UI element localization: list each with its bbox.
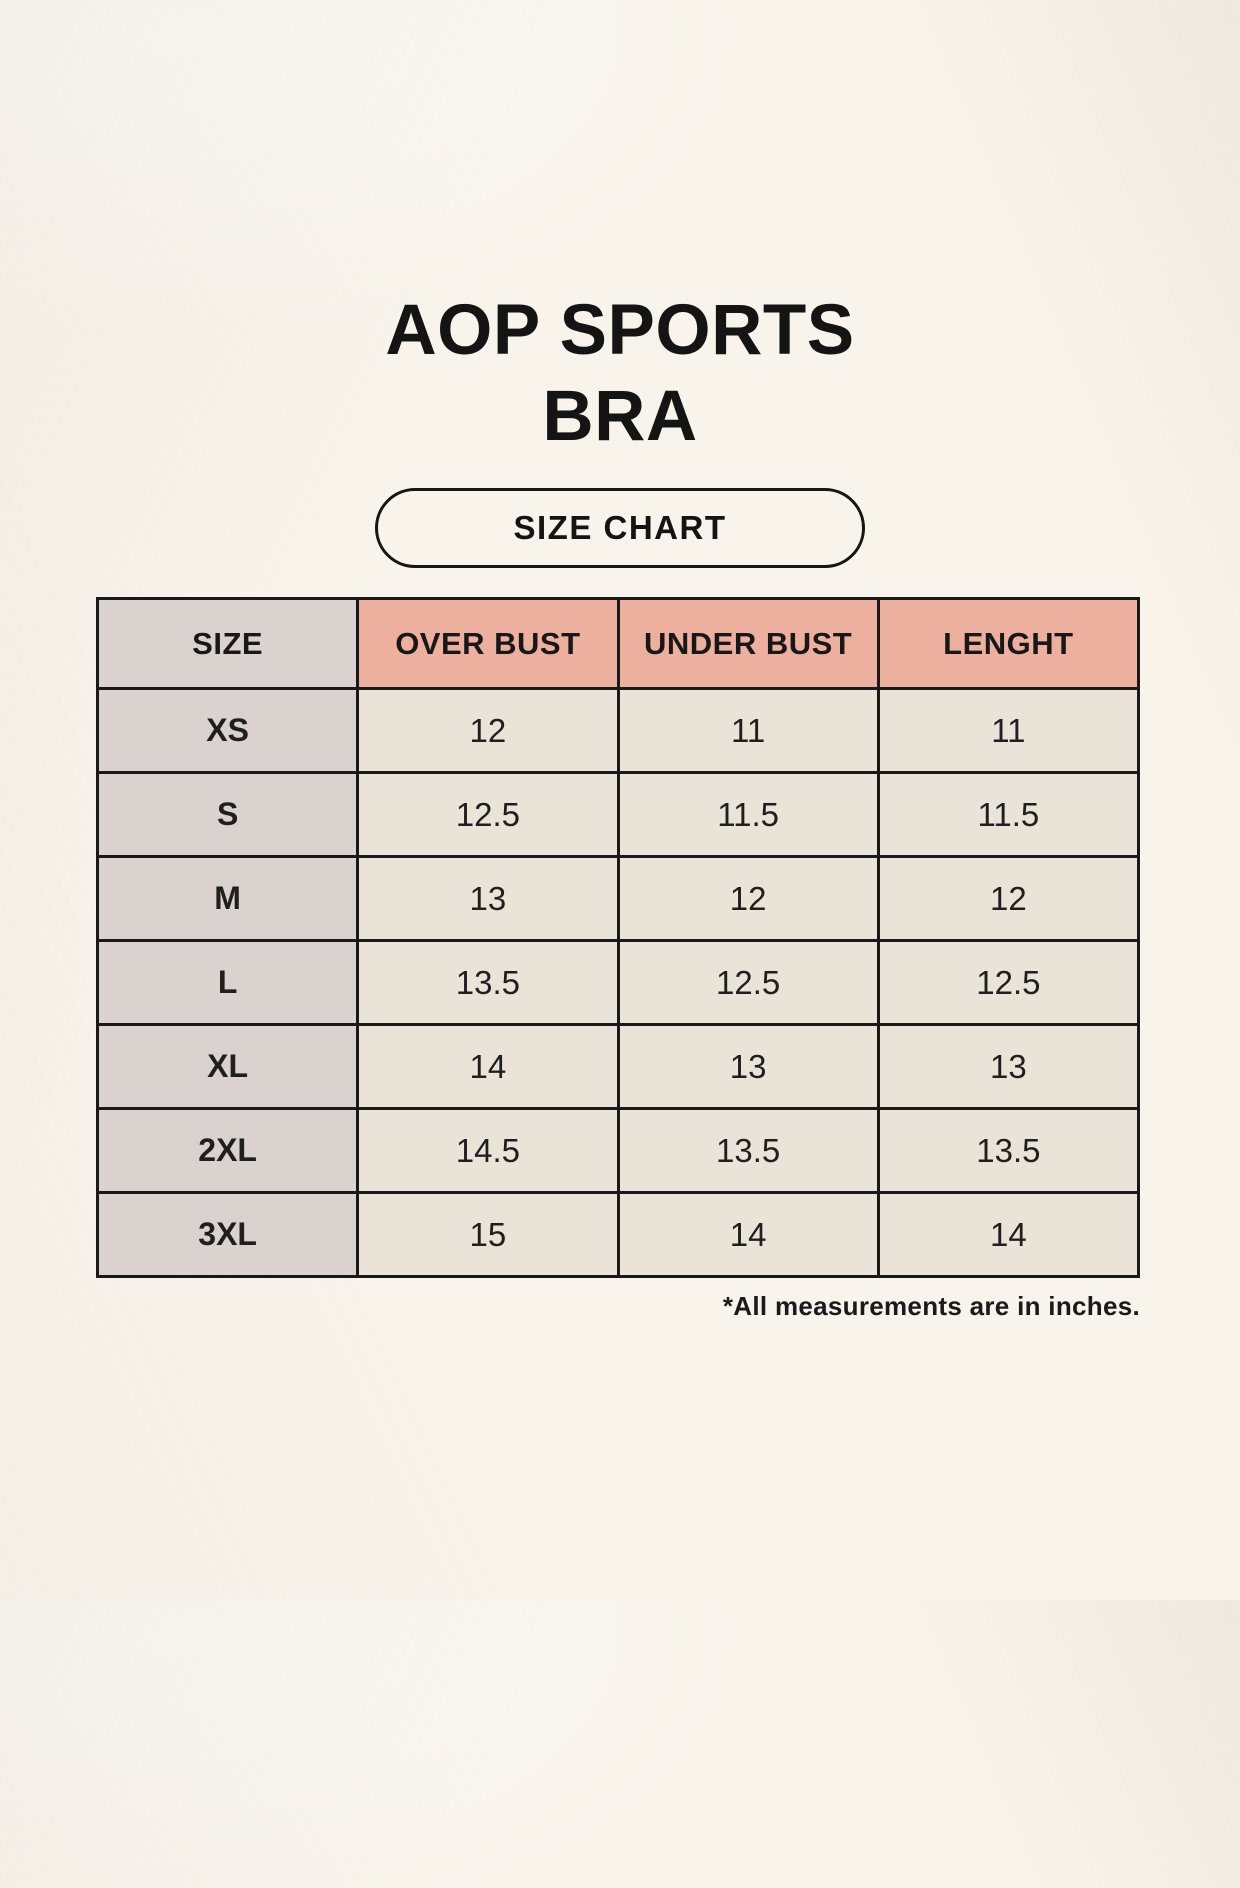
column-header-under-bust: UNDER BUST [618, 599, 878, 689]
lenght-cell: 11.5 [878, 773, 1138, 857]
table-row-xs [98, 689, 1139, 773]
over-bust-cell: 13.5 [358, 941, 618, 1025]
under-bust-cell: 11 [618, 689, 878, 773]
size-chart-table [96, 597, 1140, 1278]
lenght-cell: 14 [878, 1193, 1138, 1277]
lenght-cell: 13.5 [878, 1109, 1138, 1193]
size-cell: 2XL [98, 1109, 358, 1193]
table-row-m [98, 857, 1139, 941]
size-cell: M [98, 857, 358, 941]
table-row-3xl [98, 1193, 1139, 1277]
column-header-over-bust: OVER BUST [358, 599, 618, 689]
under-bust-cell: 13 [618, 1025, 878, 1109]
lenght-cell: 13 [878, 1025, 1138, 1109]
size-cell: XS [98, 689, 358, 773]
size-chart-page [0, 288, 1240, 1888]
table-row-l [98, 941, 1139, 1025]
product-title-line-1: AOP SPORTS [385, 291, 855, 370]
product-title-line-2: BRA [542, 377, 698, 456]
under-bust-cell: 12 [618, 857, 878, 941]
size-chart-button-label: SIZE CHART [513, 509, 727, 546]
lenght-cell: 12.5 [878, 941, 1138, 1025]
table-row-2xl [98, 1109, 1139, 1193]
over-bust-cell: 12 [358, 689, 618, 773]
column-header-lenght: LENGHT [878, 599, 1138, 689]
table-row-xl [98, 1025, 1139, 1109]
under-bust-cell: 13.5 [618, 1109, 878, 1193]
lenght-cell: 12 [878, 857, 1138, 941]
over-bust-cell: 14.5 [358, 1109, 618, 1193]
product-title [0, 288, 1240, 460]
header-row [98, 599, 1139, 689]
size-cell: S [98, 773, 358, 857]
over-bust-cell: 13 [358, 857, 618, 941]
under-bust-cell: 12.5 [618, 941, 878, 1025]
lenght-cell: 11 [878, 689, 1138, 773]
over-bust-cell: 12.5 [358, 773, 618, 857]
size-cell: 3XL [98, 1193, 358, 1277]
size-cell: L [98, 941, 358, 1025]
under-bust-cell: 14 [618, 1193, 878, 1277]
column-header-size: SIZE [98, 599, 358, 689]
size-cell: XL [98, 1025, 358, 1109]
measurements-footnote: *All measurements are in inches. [722, 1291, 1140, 1321]
size-chart-button[interactable] [375, 488, 865, 568]
over-bust-cell: 15 [358, 1193, 618, 1277]
over-bust-cell: 14 [358, 1025, 618, 1109]
table-row-s [98, 773, 1139, 857]
under-bust-cell: 11.5 [618, 773, 878, 857]
